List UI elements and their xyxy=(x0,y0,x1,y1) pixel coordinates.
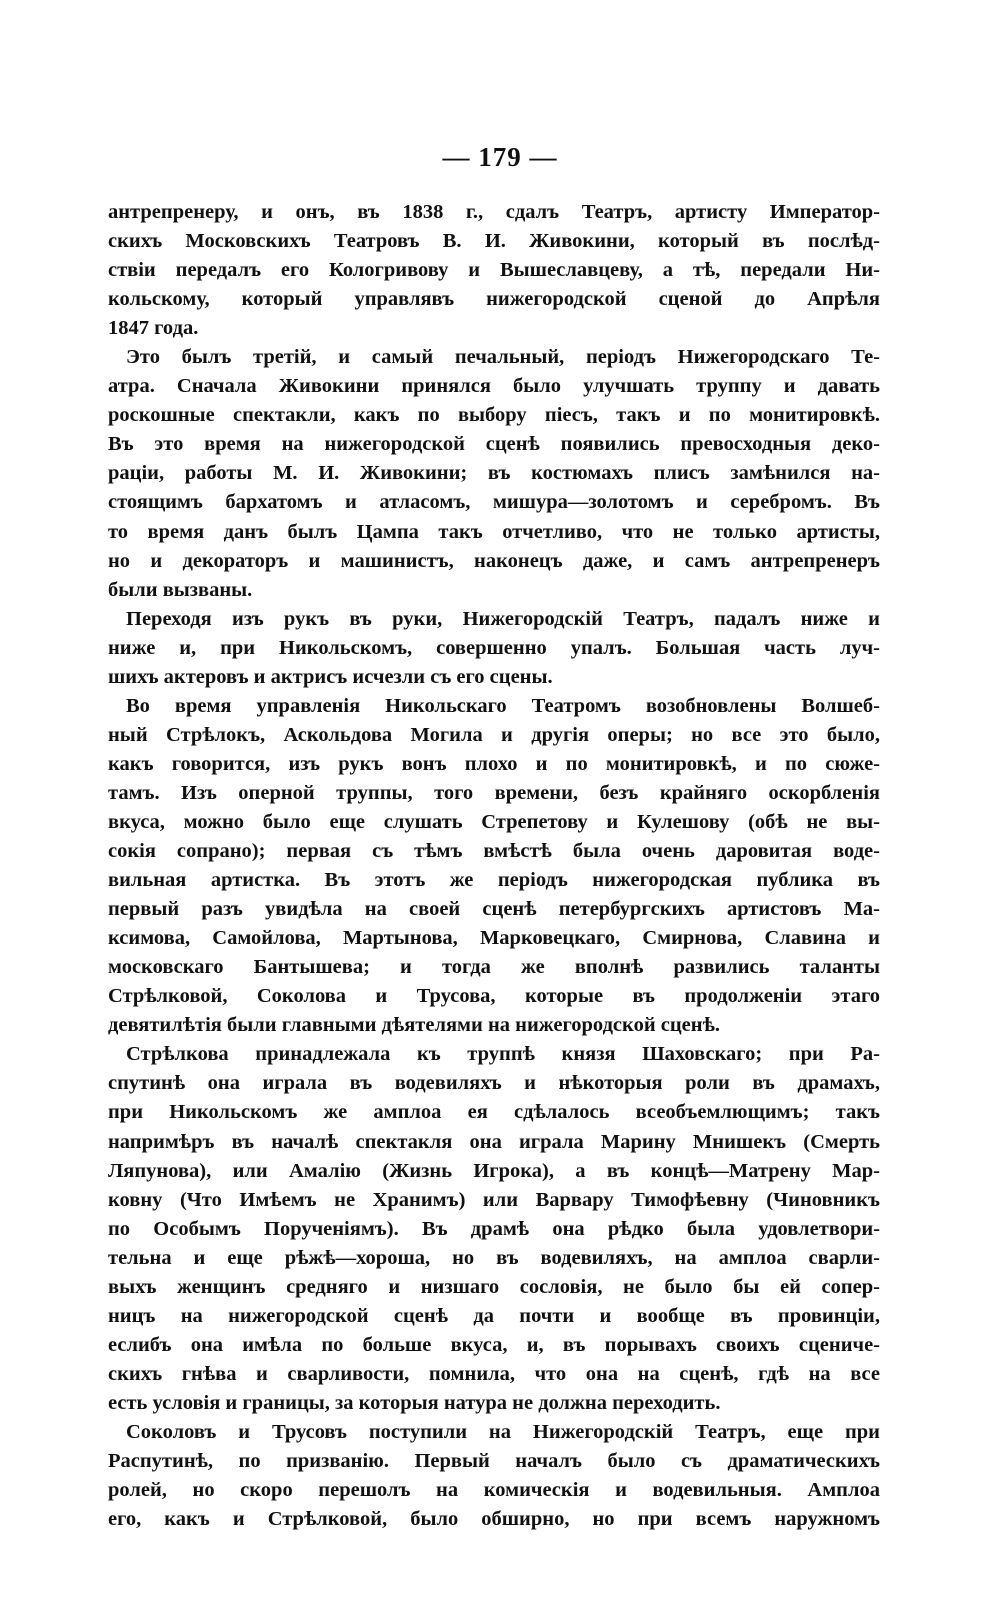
text-line: ницъ на нижегородской сценѣ да почти и вообще въ провинціи, xyxy=(108,1304,880,1327)
text-line: при Никольскомъ же амплоа ея сдѣлалось всеобъемлющимъ; такъ xyxy=(108,1101,880,1124)
text-line: выхъ женщинъ средняго и низшаго сословія, не было бы ей сопер- xyxy=(108,1275,880,1298)
text-line: роскошные спектакли, какъ по выбору піесъ, такъ и по монитировкѣ. xyxy=(108,404,880,427)
body-text xyxy=(108,198,880,1534)
text-line: тамъ. Изъ оперной труппы, того времени, безъ крайняго оскорбленія xyxy=(108,781,880,804)
text-line: Стрѣлкова принадлежала къ труппѣ князя Шаховскаго; при Ра- xyxy=(126,1043,880,1066)
text-line: Соколовъ и Трусовъ поступили на Нижегородскій Театръ, еще при xyxy=(126,1420,880,1443)
text-line: антрепренеру, и онъ, въ 1838 г., сдалъ Театръ, артисту Император- xyxy=(108,201,880,223)
text-line: московскаго Бантышева; и тогда же вполнѣ развились таланты xyxy=(108,956,880,979)
text-line: атра. Сначала Живокини принялся было улучшать труппу и давать xyxy=(108,375,880,398)
text-line: ствіи передалъ его Кологривову и Вышеславцеву, а тѣ, передали Ни- xyxy=(108,259,880,282)
text-line: скихъ Московскихъ Театровъ В. И. Живокини, который въ послѣд- xyxy=(108,230,880,253)
text-line: Переходя изъ рукъ въ руки, Нижегородскій Театръ, падалъ ниже и xyxy=(126,607,880,630)
text-line: девятилѣтія были главными дѣятелями на нижегородской сценѣ. xyxy=(108,1014,721,1037)
text-line: первый разъ увидѣла на своей сценѣ петербургскихъ артистовъ Ма- xyxy=(108,898,880,921)
text-line: кольскому, который управлявъ нижегородской сценой до Апрѣля xyxy=(108,288,880,311)
text-line: спутинѣ она играла въ водевиляхъ и нѣкоторыя роли въ драмахъ, xyxy=(108,1072,880,1095)
text-line: его, какъ и Стрѣлковой, было обширно, но при всемъ наружномъ xyxy=(108,1508,880,1531)
text-line: стоящимъ бархатомъ и атласомъ, мишура—золотомъ и серебромъ. Въ xyxy=(108,491,880,514)
page-number: — 179 — xyxy=(442,142,558,172)
text-line: Въ это время на нижегородской сценѣ появились превосходныя деко- xyxy=(108,433,880,456)
text-line: Во время управленія Никольскаго Театромъ возобновлены Волшеб- xyxy=(126,694,880,717)
text-line: но и декораторъ и машинистъ, наконецъ даже, и самъ антрепренеръ xyxy=(108,549,880,572)
text-line: ролей, но скоро перешолъ на комическія и водевильныя. Амплоа xyxy=(108,1479,880,1502)
text-line: Это былъ третій, и самый печальный, періодъ Нижегородскаго Те- xyxy=(126,346,880,369)
text-line: сокія сопрано); первая съ тѣмъ вмѣстѣ была очень даровитая воде- xyxy=(108,840,880,863)
text-line: ный Стрѣлокъ, Аскольдова Могила и другія оперы; но все это было, xyxy=(108,723,880,746)
text-line: 1847 года. xyxy=(108,317,199,340)
text-line: есть условія и границы, за которыя натура не должна переходить. xyxy=(108,1391,721,1414)
text-line: ниже и, при Никольскомъ, совершенно упалъ. Большая часть луч- xyxy=(108,636,880,659)
text-line: шихъ актеровъ и актрисъ исчезли съ его сцены. xyxy=(108,665,553,688)
text-line: Ляпунова), или Амалію (Жизнь Игрока), а въ концѣ—Матрену Мар- xyxy=(108,1159,880,1182)
text-line: вильная артистка. Въ этотъ же періодъ нижегородская публика въ xyxy=(108,869,880,892)
text-line: напримѣръ въ началѣ спектакля она играла Марину Мнишекъ (Смерть xyxy=(108,1130,880,1153)
text-line: тельна и еще рѣжѣ—хороша, но въ водевиляхъ, на амплоа сварли- xyxy=(108,1246,880,1269)
text-line: раціи, работы М. И. Живокини; въ костюмахъ плисъ замѣнился на- xyxy=(108,462,880,485)
text-line: Стрѣлковой, Соколова и Трусова, которые въ продолженіи этаго xyxy=(108,985,880,1008)
text-line: ковну (Что Имѣемъ не Хранимъ) или Варвару Тимофѣевну (Чиновникъ xyxy=(108,1188,880,1211)
text-line: по Особымъ Порученіямъ). Въ драмѣ она рѣдко была удовлетвори- xyxy=(108,1217,880,1240)
text-line: то время данъ былъ Цампа такъ отчетливо, что не только артисты, xyxy=(108,520,880,543)
text-line: вкуса, можно было еще слушать Стрепетову и Кулешову (обѣ не вы- xyxy=(108,810,880,833)
text-line: были вызваны. xyxy=(108,578,253,601)
text-line: ксимова, Самойлова, Мартынова, Марковецкаго, Смирнова, Славина и xyxy=(108,927,880,950)
text-line: еслибъ она имѣла по больше вкуса, и, въ порывахъ своихъ сцениче- xyxy=(108,1333,880,1356)
text-line: Распутинѣ, по призванію. Первый началъ было съ драматическихъ xyxy=(108,1450,880,1473)
text-line: какъ говорится, изъ рукъ вонъ плохо и по монитировкѣ, и по сюже- xyxy=(108,752,880,775)
text-line: скихъ гнѣва и сварливости, помнила, что она на сценѣ, гдѣ на все xyxy=(108,1362,880,1385)
